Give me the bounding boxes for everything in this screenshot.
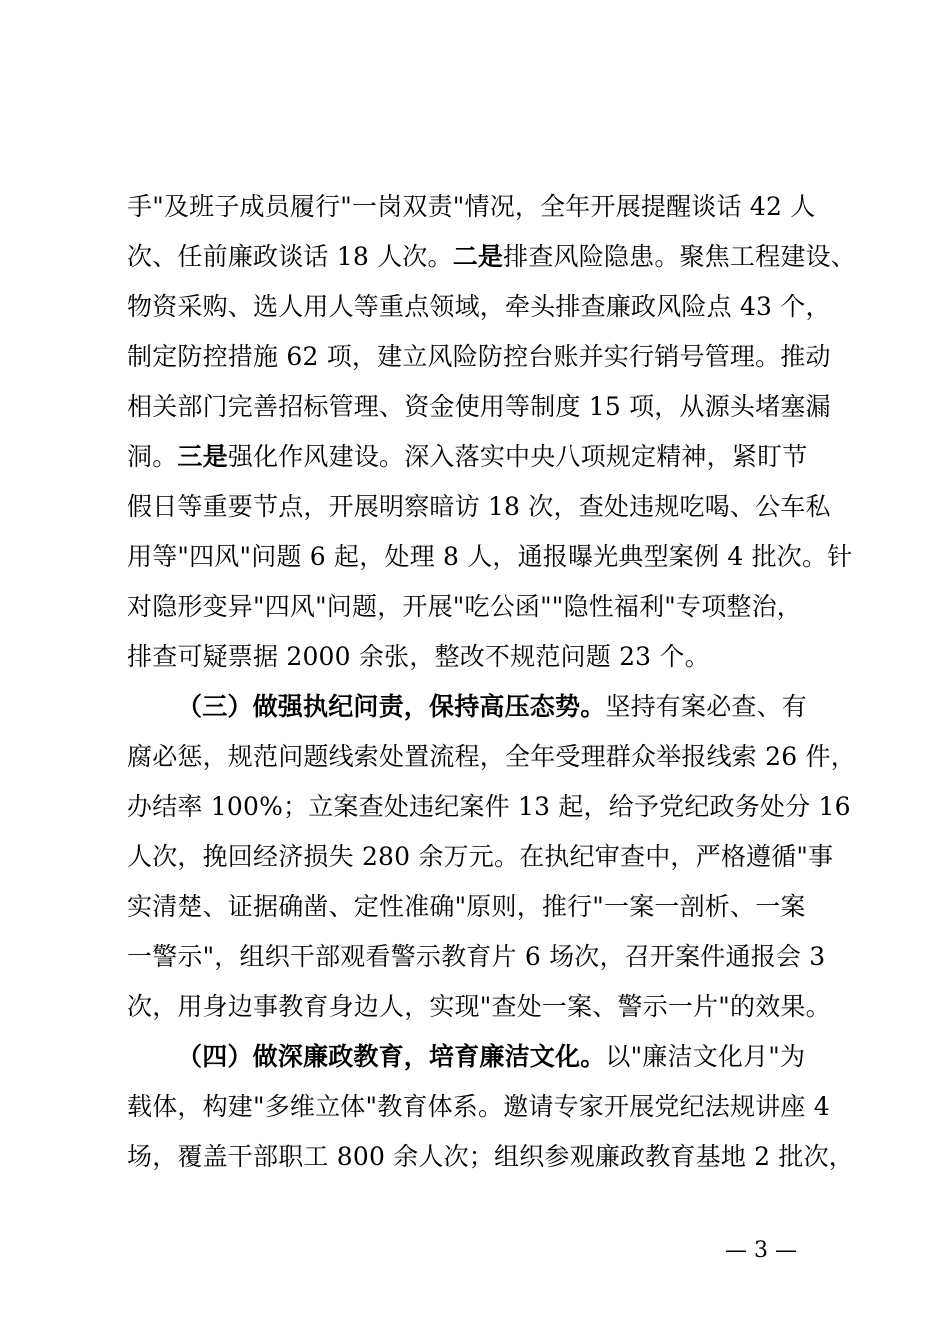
section-heading-four: （四）做深廉政教育，培育廉洁文化。 [177, 1042, 606, 1071]
text-line-6-post: 强化作风建设。深入落实中央八项规定精神，紧盯节 [227, 442, 808, 471]
text-line-6-pre: 洞。 [127, 442, 178, 471]
text-line-9: 对隐形变异"四风"问题，开展"吃公函""隐性福利"专项整治， [127, 592, 802, 621]
text-line-18-post: 以"廉洁文化月"为 [605, 1042, 806, 1071]
text-line-17: 次，用身边事教育身边人，实现"查处一案、警示一片"的效果。 [127, 992, 831, 1021]
text-line-16: 一警示"，组织干部观看警示教育片 6 场次，召开案件通报会 3 [127, 942, 826, 971]
text-line-14: 人次，挽回经济损失 280 余万元。在执纪审查中，严格遵循"事 [127, 842, 834, 871]
enumerator-three: 三是 [177, 442, 228, 471]
text-line-2-pre: 次、任前廉政谈话 18 人次。 [127, 242, 453, 271]
text-line-13: 办结率 100%；立案查处违纪案件 13 起，给予党纪政务处分 16 [127, 792, 851, 821]
document-body [127, 182, 857, 1182]
text-line-11 [127, 682, 857, 732]
text-line-8: 用等"四风"问题 6 起，处理 8 人，通报曝光典型案例 4 批次。针 [127, 542, 853, 571]
text-line-10: 排查可疑票据 2000 余张，整改不规范问题 23 个。 [127, 642, 710, 671]
text-line-18 [127, 1032, 857, 1082]
text-line-20: 场，覆盖干部职工 800 余人次；组织参观廉政教育基地 2 批次， [127, 1142, 855, 1171]
page-number: — 3 — [725, 1238, 797, 1263]
text-line-6 [127, 432, 857, 482]
text-line-7: 假日等重要节点，开展明察暗访 18 次，查处违规吃喝、公车私 [127, 492, 831, 521]
text-line-15: 实清楚、证据确凿、定性准确"原则，推行"一案一剖析、一案 [127, 892, 806, 921]
text-line-11-post: 坚持有案必查、有 [605, 692, 808, 721]
text-line-19: 载体，构建"多维立体"教育体系。邀请专家开展党纪法规讲座 4 [127, 1092, 830, 1121]
text-line-12: 腐必惩，规范问题线索处置流程，全年受理群众举报线索 26 件， [127, 742, 856, 771]
text-line-5: 相关部门完善招标管理、资金使用等制度 15 项，从源头堵塞漏 [127, 392, 831, 421]
section-heading-three: （三）做强执纪问责，保持高压态势。 [177, 692, 606, 721]
enumerator-two: 二是 [452, 242, 504, 271]
text-line-4: 制定防控措施 62 项，建立风险防控台账并实行销号管理。推动 [127, 342, 831, 371]
text-line-2 [127, 232, 857, 282]
text-line-2-post: 排查风险隐患。聚焦工程建设、 [503, 242, 856, 271]
text-line-3: 物资采购、选人用人等重点领域，牵头排查廉政风险点 43 个， [127, 292, 831, 321]
text-line-1: 手"及班子成员履行"一岗双责"情况，全年开展提醒谈话 42 人 [127, 192, 816, 221]
